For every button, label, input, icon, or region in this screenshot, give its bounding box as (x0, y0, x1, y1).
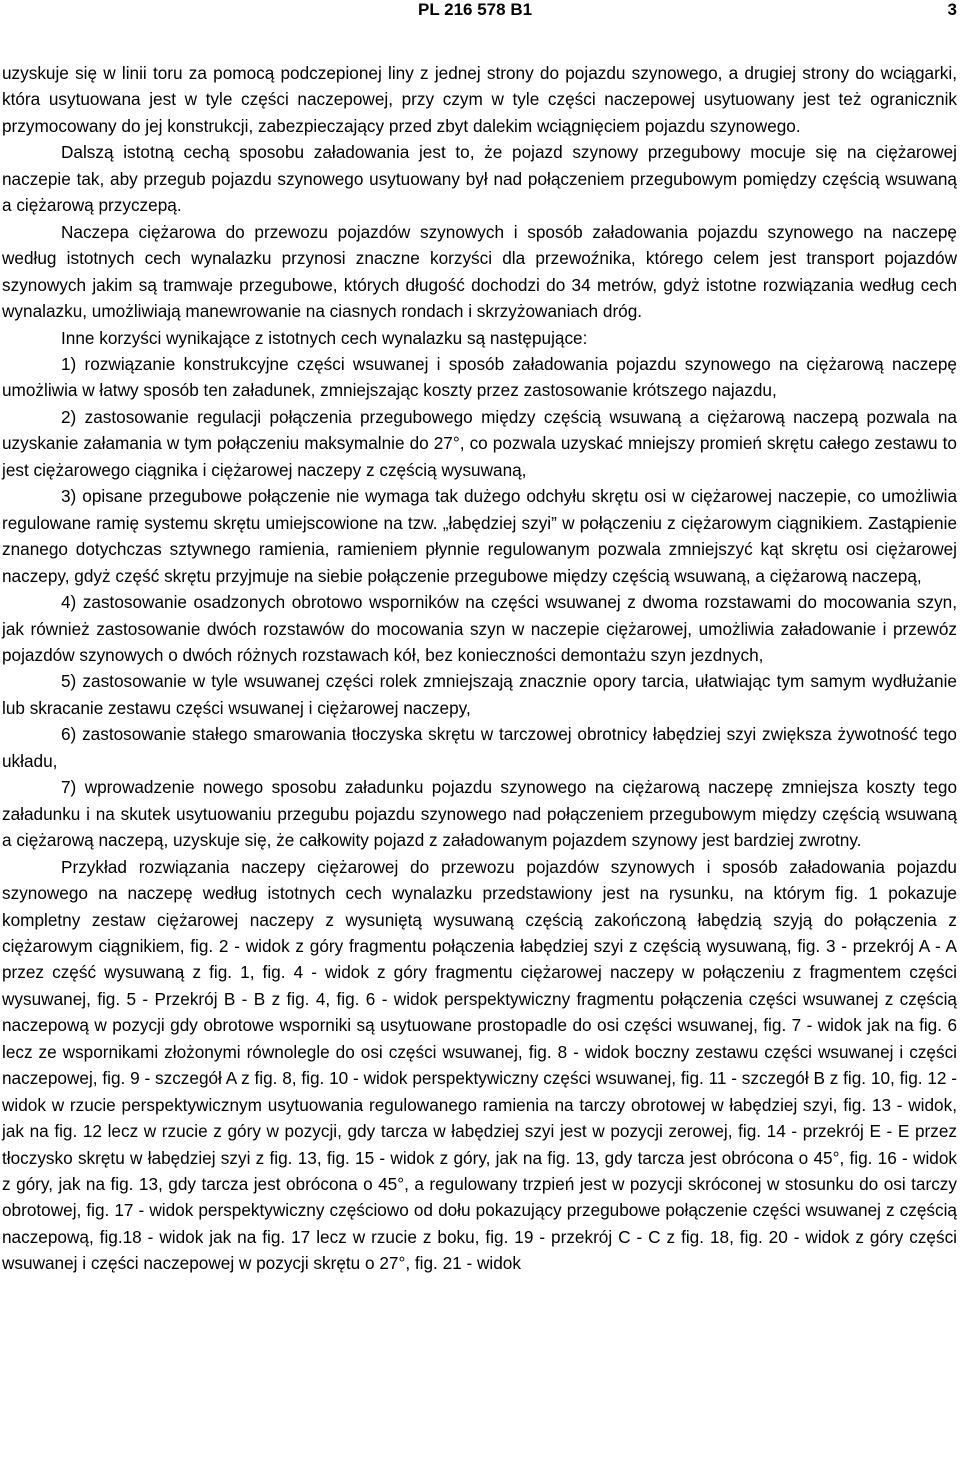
document-body (2, 60, 957, 1277)
benefit-item-6: 6) zastosowanie stałego smarowania tłoczyska skrętu w tarczowej obrotnicy łabędziej szyi zwiększa żywotność tego układu, (2, 724, 957, 771)
paragraph-advantages-intro: Naczepa ciężarowa do przewozu pojazdów szynowych i sposób załadowania pojazdu szynowego na naczepę według istotnych cech wynalazku przynosi znaczne korzyści dla przewoźnika, którego celem jest transport pojazdów szynowych jakim są tramwaje przegubowe, których długość dochodzi do 34 metrów, gdyż istotne rozwiązania według cech wynalazku, umożliwiają manewrowanie na ciasnych rondach i skrzyżowaniach dróg. (2, 221, 957, 322)
paragraph-benefits-heading: Inne korzyści wynikające z istotnych cech wynalazku są następujące: (61, 327, 588, 348)
document-number: PL 216 578 B1 (418, 0, 533, 19)
benefit-item-4: 4) zastosowanie osadzonych obrotowo wsporników na części wsuwanej z dwoma rozstawami do mocowania szyn, jak również zastosowanie dwóch rozstawów do mocowania szyn w naczepie ciężarowej, umożliwia załadowanie i przewóz pojazdów szynowych o dwóch różnych rozstawach kół, bez konieczności demontażu szyn jezdnych, (2, 592, 957, 665)
page-header (0, 0, 960, 24)
benefit-item-5: 5) zastosowanie w tyle wsuwanej części rolek zmniejszają znacznie opory tarcia, ułatwiając tym samym wydłużanie lub skracanie zestawu części wsuwanej i ciężarowej naczepy, (2, 671, 957, 718)
benefit-item-1: 1) rozwiązanie konstrukcyjne części wsuwanej i sposób załadowania pojazdu szynowego na ciężarową naczepę umożliwia w łatwy sposób ten załadunek, zmniejszając koszty przez zastosowanie krótszego najazdu, (2, 353, 957, 401)
paragraph-figure-description: Przykład rozwiązania naczepy ciężarowej do przewozu pojazdów szynowych i sposób załadowania pojazdu szynowego na naczepę według istotnych cech wynalazku przedstawiony jest na rysunku, na którym fig. 1 pokazuje kompletny zestaw ciężarowej naczepy z wysuniętą wysuwaną częścią zakończoną łabędzią szyją do połączenia z ciężarowym ciągnikiem, fig. 2 - widok z góry fragmentu połączenia łabędziej szyi z częścią wysuwaną, fig. 3 - przekrój A - A przez część wysuwaną z fig. 1, fig. 4 - widok z góry fragmentu ciężarowej naczepy w połączeniu z fragmentem części wysuwanej, fig. 5 - Przekrój B - B z fig. 4, fig. 6 - widok perspektywiczny fragmentu połączenia części wsuwanej z częścią naczepową w pozycji gdy obrotowe wsporniki są usytuowane prostopadle do osi części wsuwanej, fig. 7 - widok jak na fig. 6 lecz ze wspornikami złożonymi równolegle do osi części wsuwanej, fig. 8 - widok boczny zestawu części wsuwanej i części naczepowej, fig. 9 - szczegół A z fig. 8, fig. 10 - widok perspektywiczny części wsuwanej, fig. 11 - szczegół B z fig. 10, fig. 12 - widok w rzucie perspektywicznym usytuowania regulowanego ramienia na tarczy obrotowej w łabędziej szyi, fig. 13 - widok, jak na fig. 12 lecz w rzucie z góry w pozycji, gdy tarcza w łabędziej szyi jest w pozycji zerowej, fig. 14 - przekrój E - E przez tłoczysko skrętu w łabędziej szyi z fig. 13, fig. 15 - widok z góry, jak na fig. 13, gdy tarcza jest obrócona o 45°, fig. 16 - widok z góry, jak na fig. 13, gdy tarcza jest obrócona o 45°, a regulowany trzpień jest w pozycji skróconej w stosunku do osi tarczy obrotowej, fig. 17 - widok perspektywiczny częściowo od dołu pokazujący przegubowe połączenie części wsuwanej z częścią naczepową, fig.18 - widok jak na fig. 17 lecz w rzucie z boku, fig. 19 - przekrój C - C z fig. 18, fig. 20 - widok z góry części wsuwanej i części naczepowej w pozycji skrętu o 27°, fig. 21 - widok (2, 856, 957, 1274)
page-number: 3 (947, 0, 957, 19)
paragraph-articulation-feature: Dalszą istotną cechą sposobu załadowania jest to, że pojazd szynowy przegubowy mocuje się na ciężarowej naczepie tak, aby przegub pojazdu szynowego usytuowany był nad połączeniem przegubowym pomiędzy częścią wsuwaną a ciężarową przyczepą. (2, 142, 957, 216)
paragraph-continuation: uzyskuje się w linii toru za pomocą podczepionej liny z jednej strony do pojazdu szynowego, a drugiej strony do wciągarki, która usytuowana jest w tyle części naczepowej, przy czym w tyle części naczepowej usytuowany jest też ogranicznik przymocowany do jej konstrukcji, zabezpieczający przed zbyt dalekim wciągnięciem pojazdu szynowego. (2, 63, 957, 136)
benefit-item-2: 2) zastosowanie regulacji połączenia przegubowego między częścią wsuwaną a ciężarową naczepą pozwala na uzyskanie załamania w tym połączeniu maksymalnie do 27°, co pozwala uzyskać mniejszy promień skrętu całego zestawu to jest ciężarowego ciągnika i ciężarowej naczepy z częścią wysuwaną, (2, 406, 957, 480)
benefit-item-3: 3) opisane przegubowe połączenie nie wymaga tak dużego odchyłu skrętu osi w ciężarowej naczepie, co umożliwia regulowane ramię systemu skrętu umiejscowione na tzw. „łabędziej szyi” w połączeniu z ciężarowym ciągnikiem. Zastąpienie znanego dotychczas sztywnego ramienia, ramieniem płynnie regulowanym pozwala zmniejszyć kąt skrętu osi ciężarowej naczepy, gdyż część skrętu przyjmuje na siebie połączenie przegubowe między częścią wsuwaną, a ciężarową naczepą, (2, 486, 957, 586)
benefit-item-7: 7) wprowadzenie nowego sposobu załadunku pojazdu szynowego na ciężarową naczepę zmniejsza koszty tego załadunku i na skutek usytuowaniu przegubu pojazdu szynowego nad połączeniem przegubowym między częścią wsuwaną a ciężarową naczepą, uzyskuje się, że całkowity pojazd z załadowanym pojazdem szynowy jest bardziej zwrotny. (2, 777, 957, 851)
